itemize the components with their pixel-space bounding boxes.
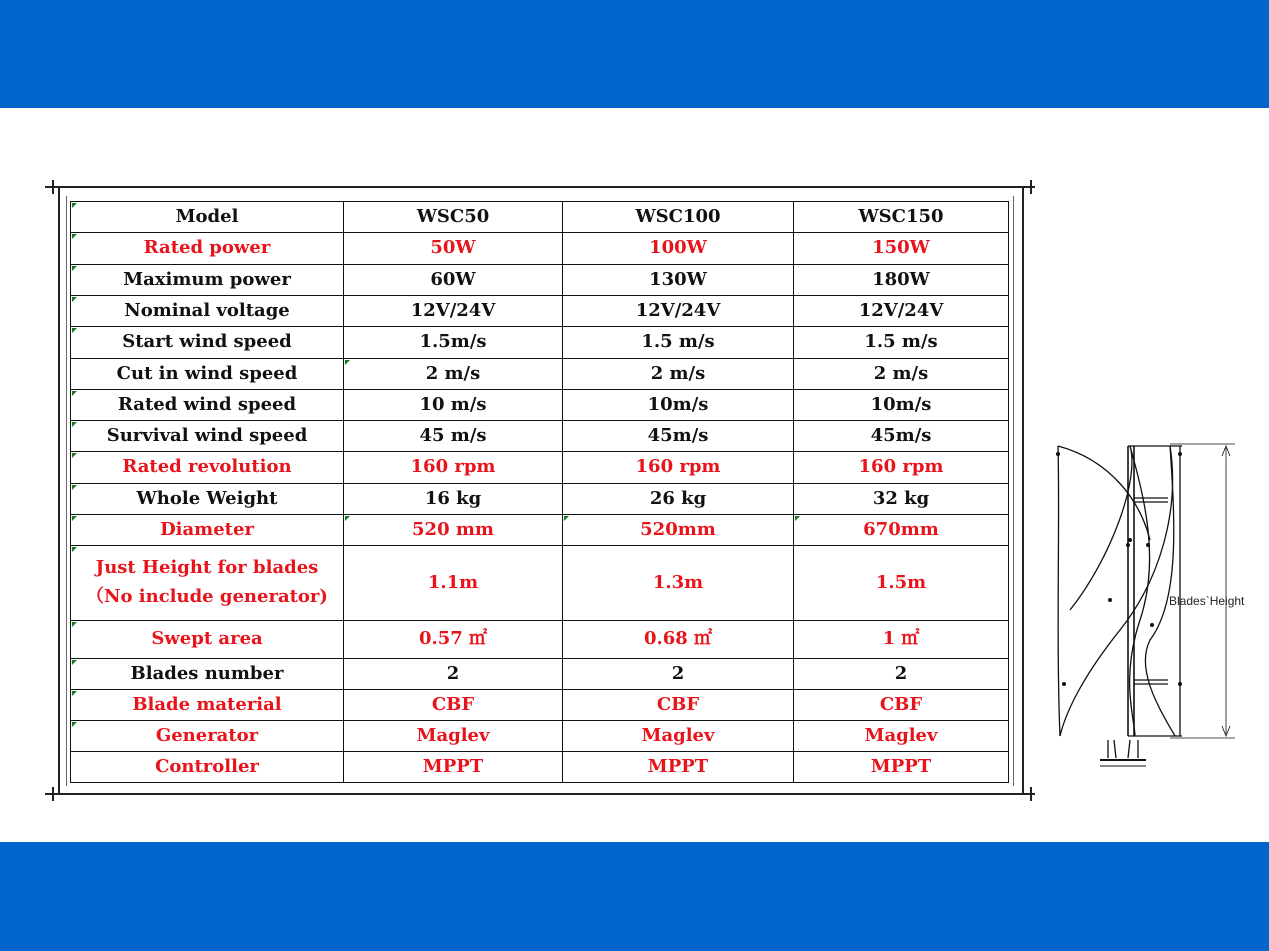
row-value-cell: 1.5 m/s: [563, 327, 794, 359]
row-label-note: （No include generator): [86, 586, 328, 607]
table-row: [71, 327, 1009, 359]
row-value-cell: Maglev: [563, 721, 794, 752]
row-value-cell: MPPT: [794, 752, 1009, 783]
row-value-cell: 1.5m: [794, 546, 1009, 621]
row-value-cell: 45m/s: [563, 421, 794, 452]
row-value-cell: 45m/s: [794, 421, 1009, 452]
top-banner: [0, 0, 1269, 108]
row-value-cell: 2: [563, 659, 794, 690]
row-value-cell: 50W: [344, 233, 563, 265]
row-label: Blades number: [130, 662, 284, 684]
table-row: [71, 265, 1009, 296]
row-label: Controller: [155, 755, 259, 777]
table-row: [71, 359, 1009, 390]
row-value-cell: 26 kg: [563, 484, 794, 515]
row-value-cell: 12V/24V: [794, 296, 1009, 327]
row-value-cell: 45 m/s: [344, 421, 563, 452]
inner-right-line: [1013, 196, 1014, 786]
row-value-cell: 12V/24V: [344, 296, 563, 327]
row-value-cell: 160 rpm: [563, 452, 794, 484]
frame-top-line: [45, 186, 1035, 188]
table-row: [71, 296, 1009, 327]
row-label-cell: [71, 296, 344, 327]
row-label-cell: [71, 390, 344, 421]
row-value-cell: 2 m/s: [563, 359, 794, 390]
header-cell-wsc50: WSC50: [344, 202, 563, 233]
row-value-cell: CBF: [794, 690, 1009, 721]
blades-height-label: Blades`Height: [1169, 594, 1245, 608]
header-cell-model: Model: [71, 202, 344, 233]
row-value-cell: 0.57 ㎡: [344, 621, 563, 659]
row-value-cell: 1.5m/s: [344, 327, 563, 359]
row-value-cell: 160 rpm: [344, 452, 563, 484]
row-label-cell: [71, 752, 344, 783]
row-value-cell: Maglev: [344, 721, 563, 752]
row-label: Generator: [155, 724, 259, 746]
row-value-cell: MPPT: [344, 752, 563, 783]
table-row: [71, 452, 1009, 484]
row-value-cell: 1.1m: [344, 546, 563, 621]
table-row: [71, 659, 1009, 690]
row-label: Survival wind speed: [106, 424, 308, 446]
frame-tick-tl: [52, 180, 54, 194]
row-value-cell: 180W: [794, 265, 1009, 296]
row-value-cell: 10 m/s: [344, 390, 563, 421]
table-row: [71, 233, 1009, 265]
frame-right-line: [1022, 186, 1024, 795]
row-value-cell: 160 rpm: [794, 452, 1009, 484]
row-value-cell: 1.3m: [563, 546, 794, 621]
table-row: [71, 515, 1009, 546]
inner-left-line: [66, 196, 67, 786]
row-label-cell: [71, 265, 344, 296]
row-value-cell: 16 kg: [344, 484, 563, 515]
row-value-cell: 2: [794, 659, 1009, 690]
row-label-cell: [71, 659, 344, 690]
row-label: Diameter: [160, 518, 254, 540]
row-value-cell: 0.68 ㎡: [563, 621, 794, 659]
row-label: Start wind speed: [122, 331, 292, 353]
row-label-cell: [71, 515, 344, 546]
row-label: Rated wind speed: [117, 393, 297, 415]
row-value-cell: 150W: [794, 233, 1009, 265]
row-value-cell: CBF: [344, 690, 563, 721]
row-label-cell: [71, 233, 344, 265]
table-row: [71, 752, 1009, 783]
row-label: Rated power: [143, 237, 271, 259]
frame-tick-bl: [52, 787, 54, 801]
frame-tick-br: [1030, 787, 1032, 801]
row-value-cell: 10m/s: [794, 390, 1009, 421]
table-row: [71, 546, 1009, 621]
table-row: [71, 390, 1009, 421]
frame-bottom-line: [45, 793, 1035, 795]
frame-left-line: [58, 186, 60, 795]
table-row: [71, 690, 1009, 721]
row-label-cell: [71, 546, 344, 621]
row-label: Rated revolution: [122, 456, 292, 478]
row-label-cell: [71, 484, 344, 515]
row-value-cell: Maglev: [794, 721, 1009, 752]
header-cell-wsc150: WSC150: [794, 202, 1009, 233]
header-cell-wsc100: WSC100: [563, 202, 794, 233]
row-value-cell: 10m/s: [563, 390, 794, 421]
row-label-cell: [71, 721, 344, 752]
row-label-cell: [71, 690, 344, 721]
row-label-cell: [71, 421, 344, 452]
row-value-cell: 520 mm: [344, 515, 563, 546]
row-value-cell: 100W: [563, 233, 794, 265]
row-value-cell: 2: [344, 659, 563, 690]
table-row: [71, 621, 1009, 659]
row-value-cell: 520mm: [563, 515, 794, 546]
row-value-cell: 670mm: [794, 515, 1009, 546]
row-value-cell: MPPT: [563, 752, 794, 783]
row-label: Swept area: [151, 628, 263, 650]
row-label: Whole Weight: [136, 487, 278, 509]
row-value-cell: 2 m/s: [344, 359, 563, 390]
row-value-cell: 2 m/s: [794, 359, 1009, 390]
row-value-cell: 130W: [563, 265, 794, 296]
bottom-banner: [0, 842, 1269, 951]
row-label-cell: [71, 327, 344, 359]
row-value-cell: CBF: [563, 690, 794, 721]
row-label-cell: [71, 621, 344, 659]
table-row: [71, 484, 1009, 515]
row-label: Just Height for blades: [95, 557, 319, 579]
row-value-cell: 32 kg: [794, 484, 1009, 515]
row-label-cell: [71, 359, 344, 390]
spec-table: [70, 201, 1009, 783]
frame-tick-tr: [1030, 180, 1032, 194]
row-label-cell: [71, 452, 344, 484]
table-header-row: [71, 202, 1009, 233]
row-value-cell: 60W: [344, 265, 563, 296]
table-row: [71, 721, 1009, 752]
row-value-cell: 1.5 m/s: [794, 327, 1009, 359]
row-label: Cut in wind speed: [116, 362, 298, 384]
row-label: Blade material: [132, 693, 282, 715]
table-row: [71, 421, 1009, 452]
row-value-cell: 1 ㎡: [794, 621, 1009, 659]
row-label: Maximum power: [123, 268, 291, 290]
row-label: Nominal voltage: [124, 299, 290, 321]
row-value-cell: 12V/24V: [563, 296, 794, 327]
